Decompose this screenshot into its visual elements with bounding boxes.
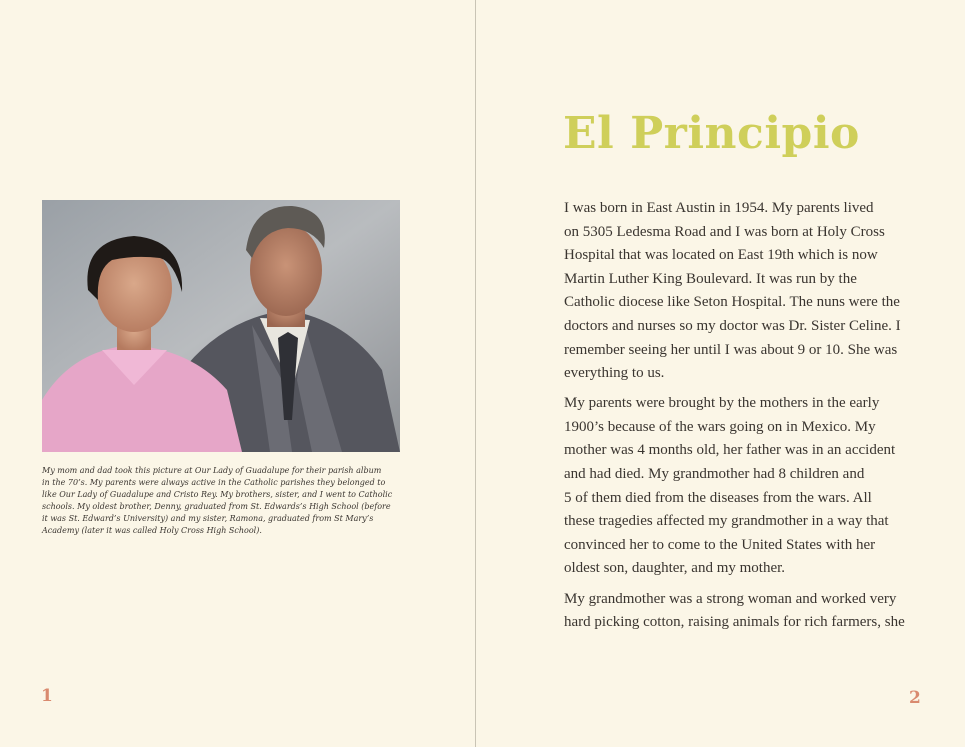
photo-caption bbox=[42, 465, 402, 537]
chapter-title: El Principio bbox=[563, 108, 860, 159]
text-line: 5 of them died from the diseases from the wars. All bbox=[564, 489, 872, 506]
chapter-body bbox=[564, 197, 924, 641]
paragraph bbox=[564, 197, 924, 386]
caption-line: in the 70’s. My parents were always active in the Catholic parishes they belonged to bbox=[42, 478, 386, 487]
text-line: these tragedies affected my grandmother in a way that bbox=[564, 513, 889, 530]
text-line: Catholic diocese like Seton Hospital. The nuns were the bbox=[564, 294, 900, 311]
text-line: My parents were brought by the mothers in the early bbox=[564, 395, 880, 412]
text-line: doctors and nurses so my doctor was Dr. Sister Celine. I bbox=[564, 317, 901, 334]
text-line: everything to us. bbox=[564, 365, 665, 382]
text-line: on 5305 Ledesma Road and I was born at Holy Cross bbox=[564, 223, 885, 240]
page-number-left: 1 bbox=[41, 686, 53, 706]
caption-line: it was St. Edward’s University) and my sister, Ramona, graduated from St Mary’s bbox=[42, 514, 374, 523]
caption-line: like Our Lady of Guadalupe and Cristo Rey. My brothers, sister, and I went to Catholic bbox=[42, 490, 393, 499]
page-gutter bbox=[475, 0, 476, 747]
text-line: oldest son, daughter, and my mother. bbox=[564, 560, 786, 577]
paragraph bbox=[564, 392, 924, 581]
page-number-right: 2 bbox=[909, 688, 921, 708]
text-line: My grandmother was a strong woman and worked very bbox=[564, 590, 897, 607]
caption-line: My mom and dad took this picture at Our Lady of Guadalupe for their parish album bbox=[42, 466, 382, 475]
text-line: hard picking cotton, raising animals for rich farmers, she bbox=[564, 614, 905, 631]
paragraph bbox=[564, 588, 924, 635]
text-line: Martin Luther King Boulevard. It was run by the bbox=[564, 270, 857, 287]
text-line: I was born in East Austin in 1954. My parents lived bbox=[564, 200, 874, 216]
text-line: remember seeing her until I was about 9 or 10. She was bbox=[564, 341, 898, 358]
text-line: convinced her to come to the United States with her bbox=[564, 536, 876, 553]
text-line: and had died. My grandmother had 8 children and bbox=[564, 466, 865, 483]
caption-line: schools. My oldest brother, Denny, graduated from St. Edwards’s High School (before bbox=[42, 502, 391, 511]
text-line: Hospital that was located on East 19th which is now bbox=[564, 247, 878, 264]
family-photo bbox=[42, 200, 400, 452]
caption-line: Academy (later it was called Holy Cross High School). bbox=[42, 526, 262, 535]
text-line: 1900’s because of the wars going on in Mexico. My bbox=[564, 418, 876, 435]
text-line: mother was 4 months old, her father was in an accident bbox=[564, 442, 896, 459]
